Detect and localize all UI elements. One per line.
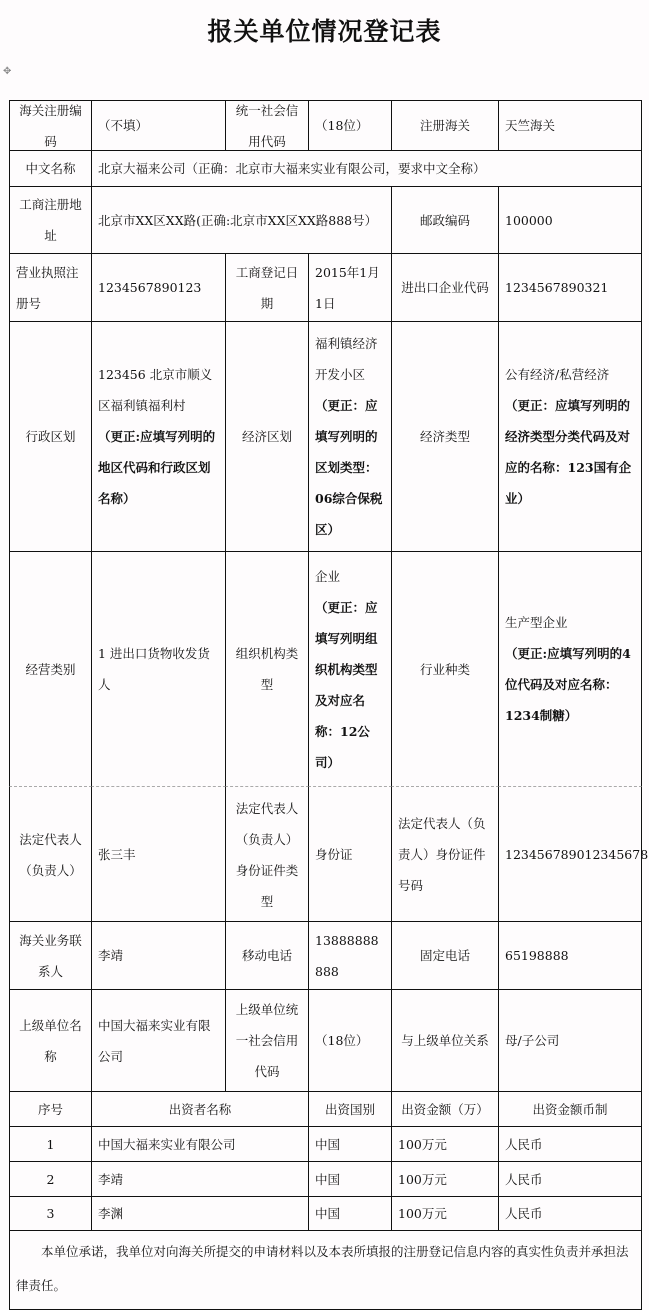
investor-row-name[interactable]: 中国大福来实业有限公司 (91, 1126, 309, 1162)
label-admin-division: 行政区划 (9, 321, 92, 552)
label-industry-type: 行业种类 (391, 551, 499, 787)
value-parent-credit-code[interactable]: （18位） (308, 989, 392, 1092)
investor-row-amount[interactable]: 100万元 (391, 1161, 499, 1197)
label-customs-contact: 海关业务联系人 (9, 921, 92, 990)
label-org-type: 组织机构类型 (225, 551, 309, 787)
label-credit-code: 统一社会信用代码 (225, 100, 309, 151)
label-id-number: 法定代表人（负责人）身份证件号码 (391, 786, 499, 923)
value-credit-code[interactable]: （18位） (308, 100, 392, 151)
label-mobile-phone: 移动电话 (225, 921, 309, 990)
value-business-address[interactable]: 北京市XX区XX路(正确:北京市XX区XX路888号） (91, 186, 392, 254)
value-ie-code[interactable]: 1234567890321 (498, 253, 642, 322)
label-reg-date: 工商登记日期 (225, 253, 309, 322)
investor-row-currency[interactable]: 人民币 (498, 1126, 642, 1162)
label-chinese-name: 中文名称 (9, 150, 92, 187)
value-id-type[interactable]: 身份证 (308, 786, 392, 923)
label-ie-code: 进出口企业代码 (391, 253, 499, 322)
label-parent-credit-code: 上级单位统一社会信用代码 (225, 989, 309, 1092)
value-mobile-phone[interactable]: 13888888888 (308, 921, 392, 990)
correction-note: （更正：应填写列明的区划类型：06综合保税区） (315, 398, 383, 537)
investor-row-country[interactable]: 中国 (308, 1161, 392, 1197)
correction-note: （更正：应填写列明的经济类型分类代码及对应的名称：123国有企业） (505, 398, 632, 506)
label-postal-code: 邮政编码 (391, 186, 499, 254)
investor-row-currency[interactable]: 人民币 (498, 1196, 642, 1231)
label-parent-name: 上级单位名称 (9, 989, 92, 1092)
correction-note: （更正:应填写列明的4位代码及对应名称：1234制糖） (505, 646, 631, 723)
label-id-type: 法定代表人（负责人）身份证件类型 (225, 786, 309, 923)
label-reg-customs: 注册海关 (391, 100, 499, 151)
value-parent-name[interactable]: 中国大福来实业有限公司 (91, 989, 226, 1092)
value-admin-division[interactable]: 123456 北京市顺义区福利镇福利村 （更正:应填写列明的地区代码和行政区划名称） (91, 321, 226, 552)
correction-note: （更正：应填写列明组织机构类型及对应名称：12公司） (315, 599, 378, 770)
value-reg-customs[interactable]: 天竺海关 (498, 100, 642, 151)
investor-row-name[interactable]: 李渊 (91, 1196, 309, 1231)
label-legal-rep: 法定代表人（负责人） (9, 786, 92, 923)
label-landline: 固定电话 (391, 921, 499, 990)
value-economic-type[interactable]: 公有经济/私营经济 （更正：应填写列明的经济类型分类代码及对应的名称：123国有企业） (498, 321, 642, 552)
investor-header-country: 出资国别 (308, 1091, 392, 1127)
investor-row-seq: 2 (9, 1161, 92, 1197)
label-parent-relation: 与上级单位关系 (391, 989, 499, 1092)
investor-row-amount[interactable]: 100万元 (391, 1196, 499, 1231)
label-customs-reg-code: 海关注册编码 (9, 100, 92, 151)
investor-header-seq: 序号 (9, 1091, 92, 1127)
value-customs-contact[interactable]: 李靖 (91, 921, 226, 990)
investor-row-seq: 3 (9, 1196, 92, 1231)
label-license-no: 营业执照注册号 (9, 253, 92, 322)
investor-row-seq: 1 (9, 1126, 92, 1162)
investor-row-amount[interactable]: 100万元 (391, 1126, 499, 1162)
value-license-no[interactable]: 1234567890123 (91, 253, 226, 322)
label-economic-zone: 经济区划 (225, 321, 309, 552)
value-id-number[interactable]: 123456789012345678 (498, 786, 642, 923)
label-economic-type: 经济类型 (391, 321, 499, 552)
value-org-type[interactable]: 企业 （更正：应填写列明组织机构类型及对应名称：12公司） (308, 551, 392, 787)
correction-note: （更正:应填写列明的地区代码和行政区划名称） (98, 429, 216, 506)
value-customs-reg-code[interactable]: （不填） (91, 100, 226, 151)
value-legal-rep[interactable]: 张三丰 (91, 786, 226, 923)
value-industry-type[interactable]: 生产型企业 （更正:应填写列明的4位代码及对应名称：1234制糖） (498, 551, 642, 787)
value-economic-zone[interactable]: 福利镇经济开发小区 （更正：应填写列明的区划类型：06综合保税区） (308, 321, 392, 552)
page-title: 报关单位情况登记表 (207, 17, 442, 46)
commitment-statement: 本单位承诺，我单位对向海关所提交的申请材料以及本表所填报的注册登记信息内容的真实性负责并承担法律责任。 (9, 1230, 642, 1310)
investor-row-country[interactable]: 中国 (308, 1196, 392, 1231)
value-postal-code[interactable]: 100000 (498, 186, 642, 254)
investor-row-country[interactable]: 中国 (308, 1126, 392, 1162)
investor-row-currency[interactable]: 人民币 (498, 1161, 642, 1197)
value-landline[interactable]: 65198888 (498, 921, 642, 990)
investor-header-amount: 出资金额（万） (391, 1091, 499, 1127)
label-business-address: 工商注册地址 (9, 186, 92, 254)
value-reg-date[interactable]: 2015年1月1日 (308, 253, 392, 322)
value-parent-relation[interactable]: 母/子公司 (498, 989, 642, 1092)
investor-header-name: 出资者名称 (91, 1091, 309, 1127)
table-move-handle-icon[interactable]: ✥ (3, 66, 12, 77)
value-business-category[interactable]: 1 进出口货物收发货人 (91, 551, 226, 787)
value-chinese-name[interactable]: 北京大福来公司（正确：北京市大福来实业有限公司，要求中文全称） (91, 150, 642, 187)
investor-row-name[interactable]: 李靖 (91, 1161, 309, 1197)
investor-header-currency: 出资金额币制 (498, 1091, 642, 1127)
label-business-category: 经营类别 (9, 551, 92, 787)
